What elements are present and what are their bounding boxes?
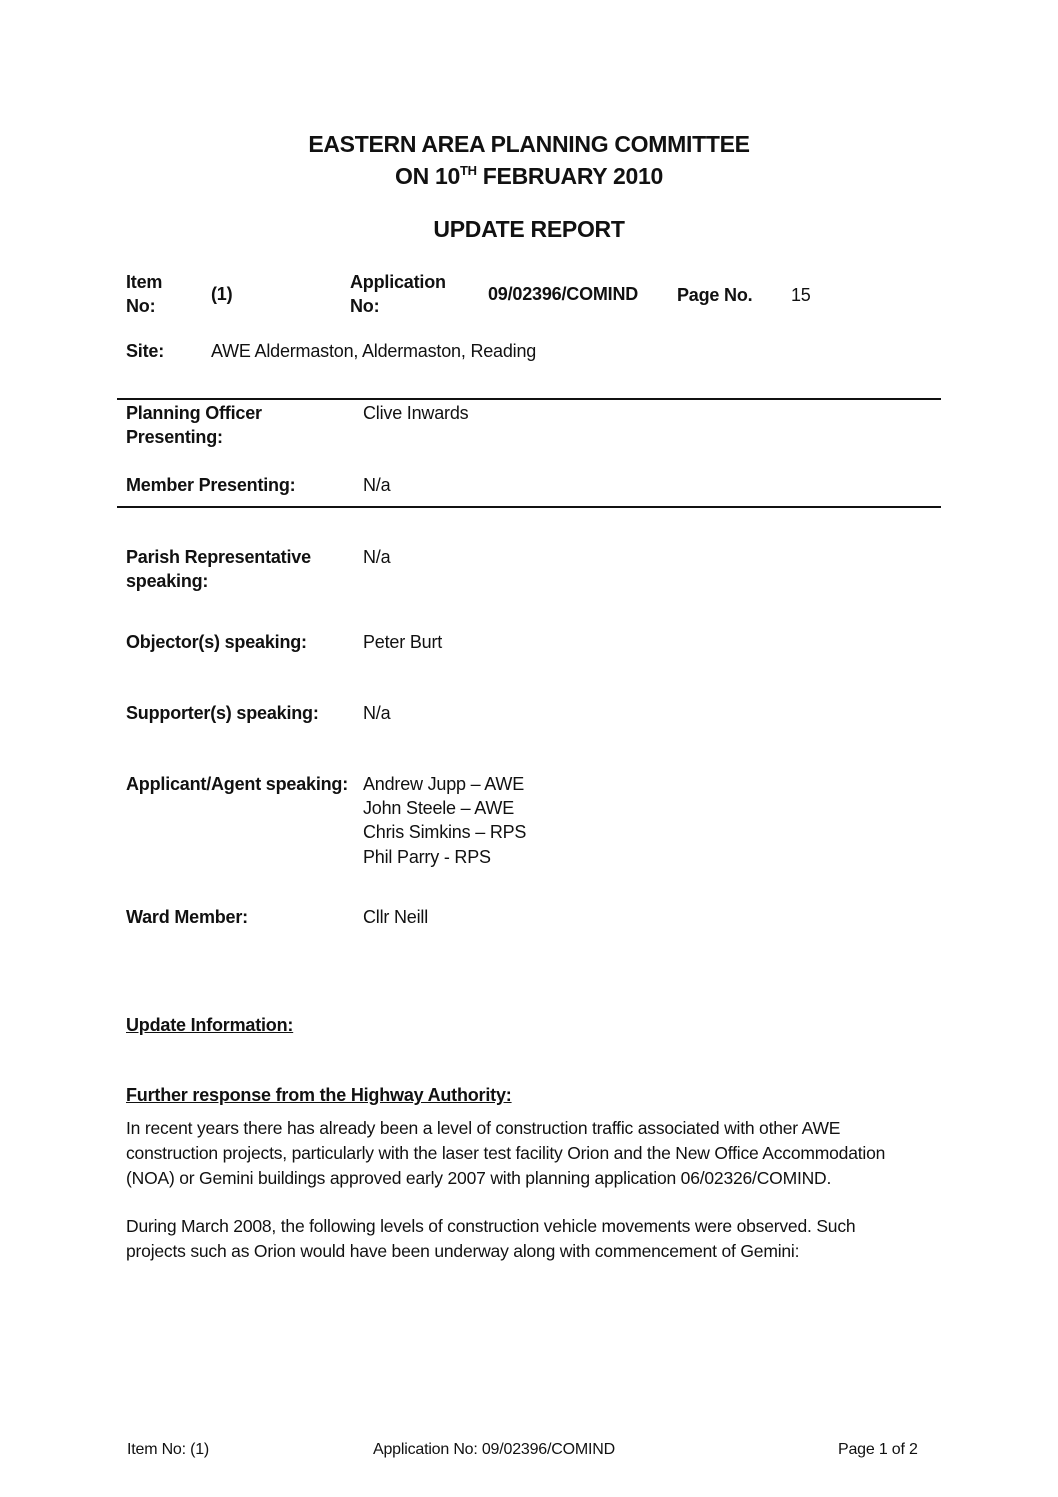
footer-page: Page 1 of 2: [838, 1441, 918, 1458]
applicant-speaker: Andrew Jupp – AWE: [363, 774, 525, 794]
date-prefix: ON 10: [395, 163, 460, 189]
footer-application: Application No: 09/02396/COMIND: [373, 1441, 615, 1458]
page-label: Page No.: [677, 285, 753, 305]
member-presenting-value: N/a: [363, 475, 391, 495]
applicant-label: Applicant/Agent speaking:: [126, 774, 349, 794]
parish-label-line2: speaking:: [126, 571, 209, 591]
parish-label-line1: Parish Representative: [126, 547, 311, 567]
parish-value: N/a: [363, 547, 391, 567]
update-heading: Update Information:: [126, 1015, 294, 1035]
paragraph-line: construction projects, particularly with the laser test facility Orion and the New Office Accommodation: [126, 1143, 886, 1163]
committee-title: EASTERN AREA PLANNING COMMITTEE: [308, 131, 750, 157]
item-number: (1): [211, 284, 233, 304]
application-number: 09/02396/COMIND: [488, 284, 639, 304]
objector-label: Objector(s) speaking:: [126, 632, 307, 652]
site-label: Site:: [126, 341, 165, 361]
site-value: AWE Aldermaston, Aldermaston, Reading: [211, 341, 537, 361]
applicant-speaker: Phil Parry - RPS: [363, 847, 491, 867]
bottom-divider: [117, 506, 941, 508]
highway-response-heading: Further response from the Highway Authority:: [126, 1085, 512, 1105]
planning-officer-label-line1: Planning Officer: [126, 403, 262, 423]
paragraph-line: projects such as Orion would have been underway along with commencement of Gemini:: [126, 1241, 800, 1261]
applicant-speaker: John Steele – AWE: [363, 798, 515, 818]
ward-member-value: Cllr Neill: [363, 907, 428, 927]
objector-value: Peter Burt: [363, 632, 443, 652]
paragraph-line: (NOA) or Gemini buildings approved early 2007 with planning application 06/02326/COMIND.: [126, 1168, 832, 1188]
ward-member-label: Ward Member:: [126, 907, 248, 927]
paragraph-line: In recent years there has already been a level of construction traffic associated with other AWE: [126, 1118, 841, 1138]
footer-item: Item No: (1): [127, 1441, 210, 1458]
supporter-value: N/a: [363, 703, 391, 723]
paragraph-line: During March 2008, the following levels of construction vehicle movements were observed. Such: [126, 1216, 856, 1236]
planning-officer-value: Clive Inwards: [363, 403, 469, 423]
report-title: UPDATE REPORT: [433, 216, 625, 242]
date-ordinal: TH: [459, 163, 477, 178]
item-label-line2: No:: [126, 296, 156, 316]
item-label-line1: Item: [126, 272, 163, 292]
application-label-line2: No:: [350, 296, 380, 316]
page-number: 15: [791, 285, 811, 305]
date-suffix: FEBRUARY 2010: [476, 163, 663, 189]
application-label-line1: Application: [350, 272, 446, 292]
supporter-label: Supporter(s) speaking:: [126, 703, 319, 723]
applicant-speaker: Chris Simkins – RPS: [363, 822, 527, 842]
top-divider: [117, 398, 941, 400]
planning-officer-label-line2: Presenting:: [126, 427, 223, 447]
meeting-date: [0, 163, 1058, 190]
member-presenting-label: Member Presenting:: [126, 475, 296, 495]
